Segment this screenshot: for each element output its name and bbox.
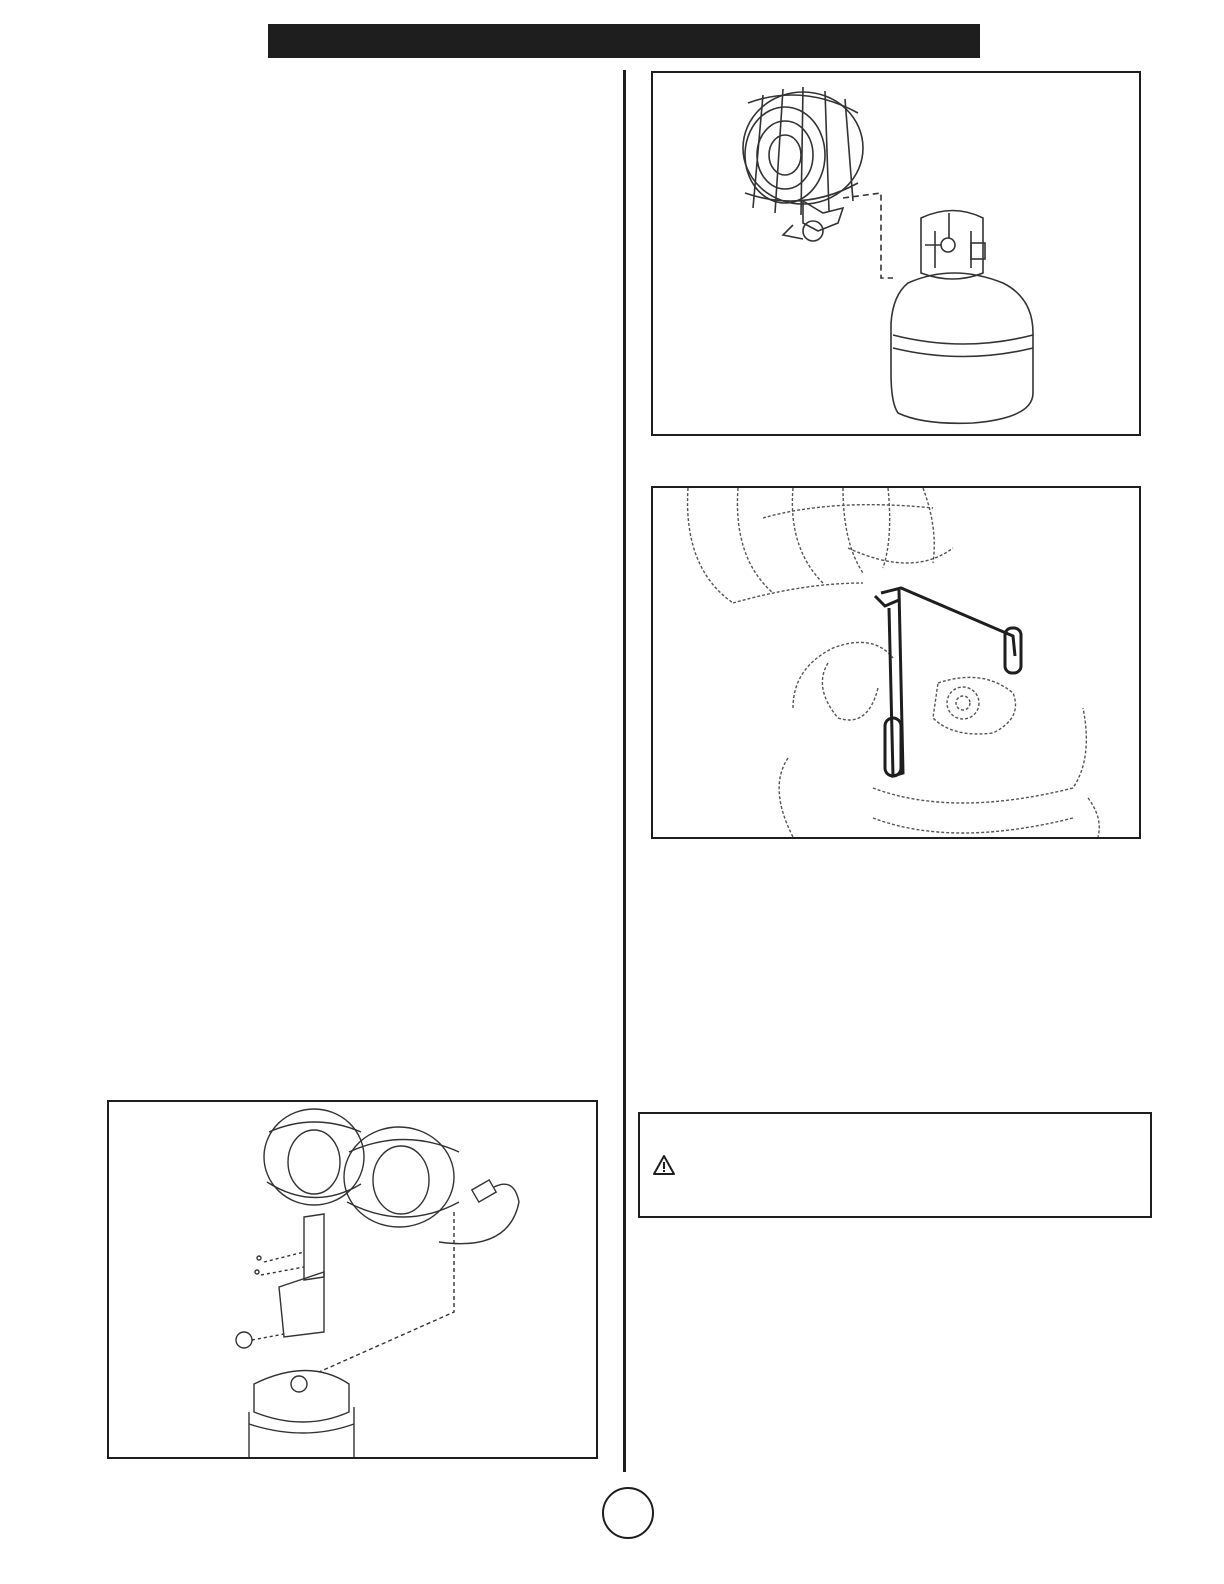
- column-divider: [623, 70, 626, 1472]
- figure-bracket-closeup: [651, 486, 1141, 839]
- warning-box: [638, 1112, 1152, 1218]
- figure-heater-tank: [651, 71, 1141, 436]
- section-title-bar: [268, 24, 980, 58]
- heater-tank-illustration: [653, 73, 1139, 434]
- page-number-circle: [602, 1487, 654, 1539]
- warning-triangle-icon: [652, 1154, 676, 1181]
- figure-dual-heater-assembly: [107, 1100, 598, 1459]
- dual-heater-illustration: [109, 1102, 596, 1457]
- bracket-illustration: [653, 488, 1139, 837]
